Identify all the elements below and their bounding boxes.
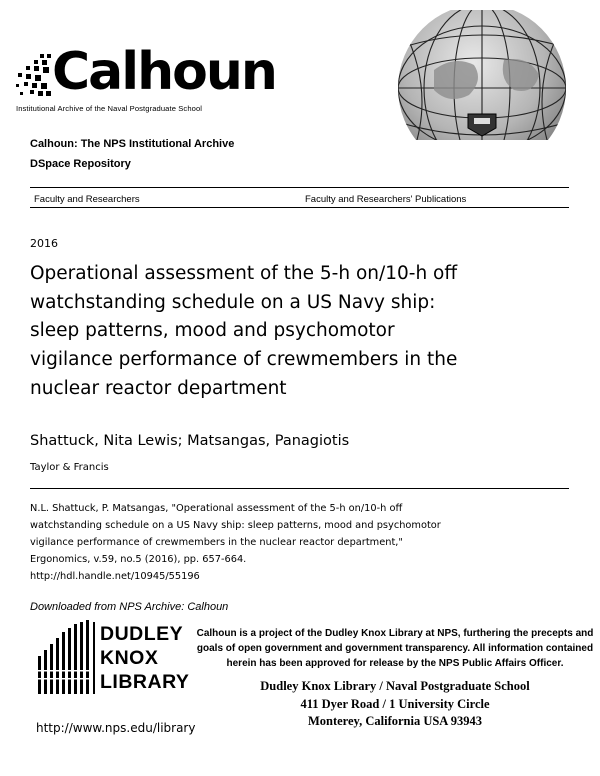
citation-line: watchstanding schedule on a US Navy ship: sleep patterns, mood and psychomotor <box>30 520 441 531</box>
handle-link[interactable]: http://hdl.handle.net/10945/55196 <box>30 571 200 582</box>
citation-line: N.L. Shattuck, P. Matsangas, "Operational assessment of the 5-h on/10-h off <box>30 503 403 514</box>
about-calhoun <box>196 626 594 671</box>
collection-link-publications[interactable]: Faculty and Researchers' Publications <box>305 194 467 205</box>
citation-line: vigilance performance of crewmembers in the nuclear reactor department," <box>30 537 403 548</box>
citation <box>30 500 550 585</box>
authors: Shattuck, Nita Lewis; Matsangas, Panagiotis <box>30 433 350 449</box>
address-line: Dudley Knox Library / Naval Postgraduate School <box>260 679 530 693</box>
repository-name: DSpace Repository <box>30 158 131 170</box>
divider <box>30 187 569 188</box>
address-line: 411 Dyer Road / 1 University Circle <box>300 696 490 711</box>
dudley-knox-logo <box>36 620 196 700</box>
title-line: vigilance performance of crewmembers in the <box>30 349 458 371</box>
title-line: nuclear reactor department <box>30 377 287 399</box>
document-title <box>30 260 570 404</box>
calhoun-logo <box>14 42 276 126</box>
divider <box>30 207 569 208</box>
calhoun-wordmark: Calhoun <box>52 42 276 102</box>
publication-year: 2016 <box>30 237 58 250</box>
library-url-link[interactable]: http://www.nps.edu/library <box>36 721 196 735</box>
library-columns-icon <box>36 620 92 696</box>
about-line: herein has been approved for release by the NPS Public Affairs Officer. <box>226 658 564 669</box>
address-line: Monterey, California USA 93943 <box>307 714 483 728</box>
pixel-dots-icon <box>14 54 54 98</box>
logo-line: LIBRARY <box>100 671 190 693</box>
publisher: Taylor & Francis <box>30 462 109 473</box>
collection-link-faculty[interactable]: Faculty and Researchers <box>34 194 140 205</box>
logo-separator <box>93 622 95 694</box>
archive-title: Calhoun: The NPS Institutional Archive <box>30 138 235 150</box>
logo-line: KNOX <box>100 647 159 669</box>
dudley-knox-wordmark <box>100 622 189 694</box>
title-line: sleep patterns, mood and psychomotor <box>30 320 395 342</box>
library-address <box>210 678 580 731</box>
title-line: Operational assessment of the 5-h on/10-h off <box>30 263 458 284</box>
title-line: watchstanding schedule on a US Navy ship: <box>30 291 436 313</box>
about-line: Calhoun is a project of the Dudley Knox Library at NPS, furthering the precepts and <box>196 628 594 639</box>
downloaded-note: Downloaded from NPS Archive: Calhoun <box>30 601 229 613</box>
citation-line: Ergonomics, v.59, no.5 (2016), pp. 657-664. <box>30 554 247 565</box>
globe-icon <box>374 10 600 140</box>
about-line: goals of open government and government transparency. All information contained <box>196 643 594 654</box>
logo-line: DUDLEY <box>100 623 184 645</box>
calhoun-tagline: Institutional Archive of the Naval Postgraduate School <box>16 104 203 113</box>
divider <box>30 488 569 489</box>
